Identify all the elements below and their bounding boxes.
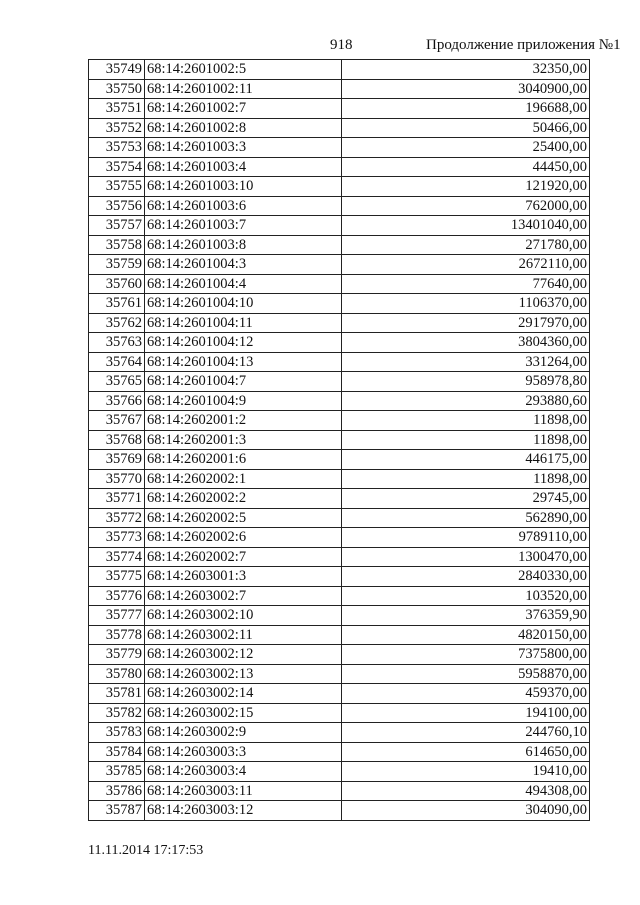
row-number: 35777 (89, 606, 145, 626)
table-row (89, 157, 590, 177)
table-row (89, 508, 590, 528)
table-row (89, 99, 590, 119)
cadastral-value: 3804360,00 (342, 333, 590, 353)
row-number: 35768 (89, 430, 145, 450)
table-row (89, 216, 590, 236)
table-row (89, 411, 590, 431)
table-row (89, 138, 590, 158)
cadastral-value: 77640,00 (342, 274, 590, 294)
row-number: 35759 (89, 255, 145, 275)
cadastral-number: 68:14:2601004:3 (145, 255, 342, 275)
cadastral-number: 68:14:2602002:6 (145, 528, 342, 548)
cadastral-number: 68:14:2601004:12 (145, 333, 342, 353)
table-row (89, 313, 590, 333)
row-number: 35753 (89, 138, 145, 158)
cadastral-value: 44450,00 (342, 157, 590, 177)
cadastral-number: 68:14:2602001:3 (145, 430, 342, 450)
row-number: 35765 (89, 372, 145, 392)
cadastral-value: 2840330,00 (342, 567, 590, 587)
cadastral-number: 68:14:2603002:11 (145, 625, 342, 645)
cadastral-number: 68:14:2602002:5 (145, 508, 342, 528)
cadastral-number: 68:14:2601002:11 (145, 79, 342, 99)
cadastral-number: 68:14:2601004:11 (145, 313, 342, 333)
table-row (89, 294, 590, 314)
table-body (89, 60, 590, 821)
table-row (89, 372, 590, 392)
table-row (89, 60, 590, 80)
cadastral-value: 614650,00 (342, 742, 590, 762)
cadastral-number: 68:14:2603002:13 (145, 664, 342, 684)
table-row (89, 742, 590, 762)
row-number: 35757 (89, 216, 145, 236)
cadastral-number: 68:14:2601003:10 (145, 177, 342, 197)
cadastral-number: 68:14:2603002:7 (145, 586, 342, 606)
row-number: 35762 (89, 313, 145, 333)
table-row (89, 450, 590, 470)
cadastral-number: 68:14:2603002:9 (145, 723, 342, 743)
table-row (89, 528, 590, 548)
cadastral-value: 32350,00 (342, 60, 590, 80)
row-number: 35770 (89, 469, 145, 489)
row-number: 35771 (89, 489, 145, 509)
row-number: 35780 (89, 664, 145, 684)
cadastral-number: 68:14:2601002:8 (145, 118, 342, 138)
table-row (89, 196, 590, 216)
table-row (89, 703, 590, 723)
cadastral-number: 68:14:2601004:9 (145, 391, 342, 411)
row-number: 35767 (89, 411, 145, 431)
cadastral-value: 293880,60 (342, 391, 590, 411)
table-row (89, 118, 590, 138)
row-number: 35775 (89, 567, 145, 587)
row-number: 35756 (89, 196, 145, 216)
cadastral-number: 68:14:2603002:15 (145, 703, 342, 723)
cadastral-value: 3040900,00 (342, 79, 590, 99)
cadastral-number: 68:14:2601002:7 (145, 99, 342, 119)
cadastral-value: 494308,00 (342, 781, 590, 801)
table-row (89, 625, 590, 645)
cadastral-number: 68:14:2601003:6 (145, 196, 342, 216)
cadastral-number: 68:14:2601004:4 (145, 274, 342, 294)
cadastral-number: 68:14:2603003:11 (145, 781, 342, 801)
row-number: 35766 (89, 391, 145, 411)
table-row (89, 430, 590, 450)
cadastral-number: 68:14:2603003:3 (145, 742, 342, 762)
table-row (89, 684, 590, 704)
row-number: 35783 (89, 723, 145, 743)
table-row (89, 762, 590, 782)
table-row (89, 79, 590, 99)
appendix-label: Продолжение приложения №1 (426, 37, 621, 53)
row-number: 35776 (89, 586, 145, 606)
row-number: 35773 (89, 528, 145, 548)
cadastral-value: 25400,00 (342, 138, 590, 158)
cadastral-number: 68:14:2602002:1 (145, 469, 342, 489)
row-number: 35751 (89, 99, 145, 119)
print-timestamp: 11.11.2014 17:17:53 (88, 843, 204, 858)
cadastral-value: 2672110,00 (342, 255, 590, 275)
cadastral-value: 103520,00 (342, 586, 590, 606)
table-row (89, 235, 590, 255)
row-number: 35761 (89, 294, 145, 314)
cadastral-number: 68:14:2603002:14 (145, 684, 342, 704)
cadastral-value: 958978,80 (342, 372, 590, 392)
row-number: 35786 (89, 781, 145, 801)
table-row (89, 801, 590, 821)
row-number: 35779 (89, 645, 145, 665)
cadastral-value: 121920,00 (342, 177, 590, 197)
cadastral-value: 244760,10 (342, 723, 590, 743)
cadastral-value: 19410,00 (342, 762, 590, 782)
cadastral-value: 331264,00 (342, 352, 590, 372)
cadastral-value: 9789110,00 (342, 528, 590, 548)
row-number: 35749 (89, 60, 145, 80)
table-row (89, 723, 590, 743)
table-row (89, 606, 590, 626)
cadastral-value: 4820150,00 (342, 625, 590, 645)
table-row (89, 274, 590, 294)
cadastral-value: 1300470,00 (342, 547, 590, 567)
cadastral-number: 68:14:2601003:8 (145, 235, 342, 255)
row-number: 35750 (89, 79, 145, 99)
cadastral-value: 1106370,00 (342, 294, 590, 314)
cadastral-value: 304090,00 (342, 801, 590, 821)
table-row (89, 489, 590, 509)
cadastral-value: 196688,00 (342, 99, 590, 119)
cadastral-value: 562890,00 (342, 508, 590, 528)
table-row (89, 469, 590, 489)
row-number: 35785 (89, 762, 145, 782)
cadastral-number: 68:14:2603003:4 (145, 762, 342, 782)
row-number: 35769 (89, 450, 145, 470)
cadastral-value: 459370,00 (342, 684, 590, 704)
cadastral-number: 68:14:2602002:7 (145, 547, 342, 567)
table-row (89, 664, 590, 684)
row-number: 35763 (89, 333, 145, 353)
cadastral-number: 68:14:2602001:6 (145, 450, 342, 470)
cadastral-value: 11898,00 (342, 469, 590, 489)
cadastral-number: 68:14:2603003:12 (145, 801, 342, 821)
row-number: 35782 (89, 703, 145, 723)
table-row (89, 567, 590, 587)
row-number: 35781 (89, 684, 145, 704)
cadastral-number: 68:14:2602002:2 (145, 489, 342, 509)
cadastral-number: 68:14:2601004:10 (145, 294, 342, 314)
cadastral-number: 68:14:2601004:7 (145, 372, 342, 392)
row-number: 35764 (89, 352, 145, 372)
table-row (89, 391, 590, 411)
cadastral-value: 376359,90 (342, 606, 590, 626)
page-number: 918 (330, 37, 353, 53)
row-number: 35758 (89, 235, 145, 255)
row-number: 35778 (89, 625, 145, 645)
cadastral-value: 2917970,00 (342, 313, 590, 333)
cadastral-value: 5958870,00 (342, 664, 590, 684)
cadastral-value: 762000,00 (342, 196, 590, 216)
cadastral-number: 68:14:2601002:5 (145, 60, 342, 80)
cadastral-value: 11898,00 (342, 430, 590, 450)
row-number: 35774 (89, 547, 145, 567)
row-number: 35772 (89, 508, 145, 528)
cadastral-value: 13401040,00 (342, 216, 590, 236)
row-number: 35752 (89, 118, 145, 138)
cadastral-number: 68:14:2603002:12 (145, 645, 342, 665)
cadastral-number: 68:14:2601003:4 (145, 157, 342, 177)
table-row (89, 177, 590, 197)
cadastral-number: 68:14:2603001:3 (145, 567, 342, 587)
cadastral-value: 446175,00 (342, 450, 590, 470)
row-number: 35784 (89, 742, 145, 762)
cadastral-value: 50466,00 (342, 118, 590, 138)
table-row (89, 255, 590, 275)
cadastral-value: 194100,00 (342, 703, 590, 723)
cadastral-number: 68:14:2601003:7 (145, 216, 342, 236)
cadastral-number: 68:14:2603002:10 (145, 606, 342, 626)
row-number: 35754 (89, 157, 145, 177)
cadastral-value: 11898,00 (342, 411, 590, 431)
cadastral-value: 7375800,00 (342, 645, 590, 665)
cadastral-value-table (88, 59, 590, 821)
table-row (89, 586, 590, 606)
cadastral-number: 68:14:2601003:3 (145, 138, 342, 158)
row-number: 35755 (89, 177, 145, 197)
cadastral-number: 68:14:2601004:13 (145, 352, 342, 372)
cadastral-value: 271780,00 (342, 235, 590, 255)
table-row (89, 547, 590, 567)
row-number: 35787 (89, 801, 145, 821)
cadastral-value: 29745,00 (342, 489, 590, 509)
table-row (89, 645, 590, 665)
table-row (89, 352, 590, 372)
table-row (89, 333, 590, 353)
cadastral-number: 68:14:2602001:2 (145, 411, 342, 431)
table-row (89, 781, 590, 801)
row-number: 35760 (89, 274, 145, 294)
